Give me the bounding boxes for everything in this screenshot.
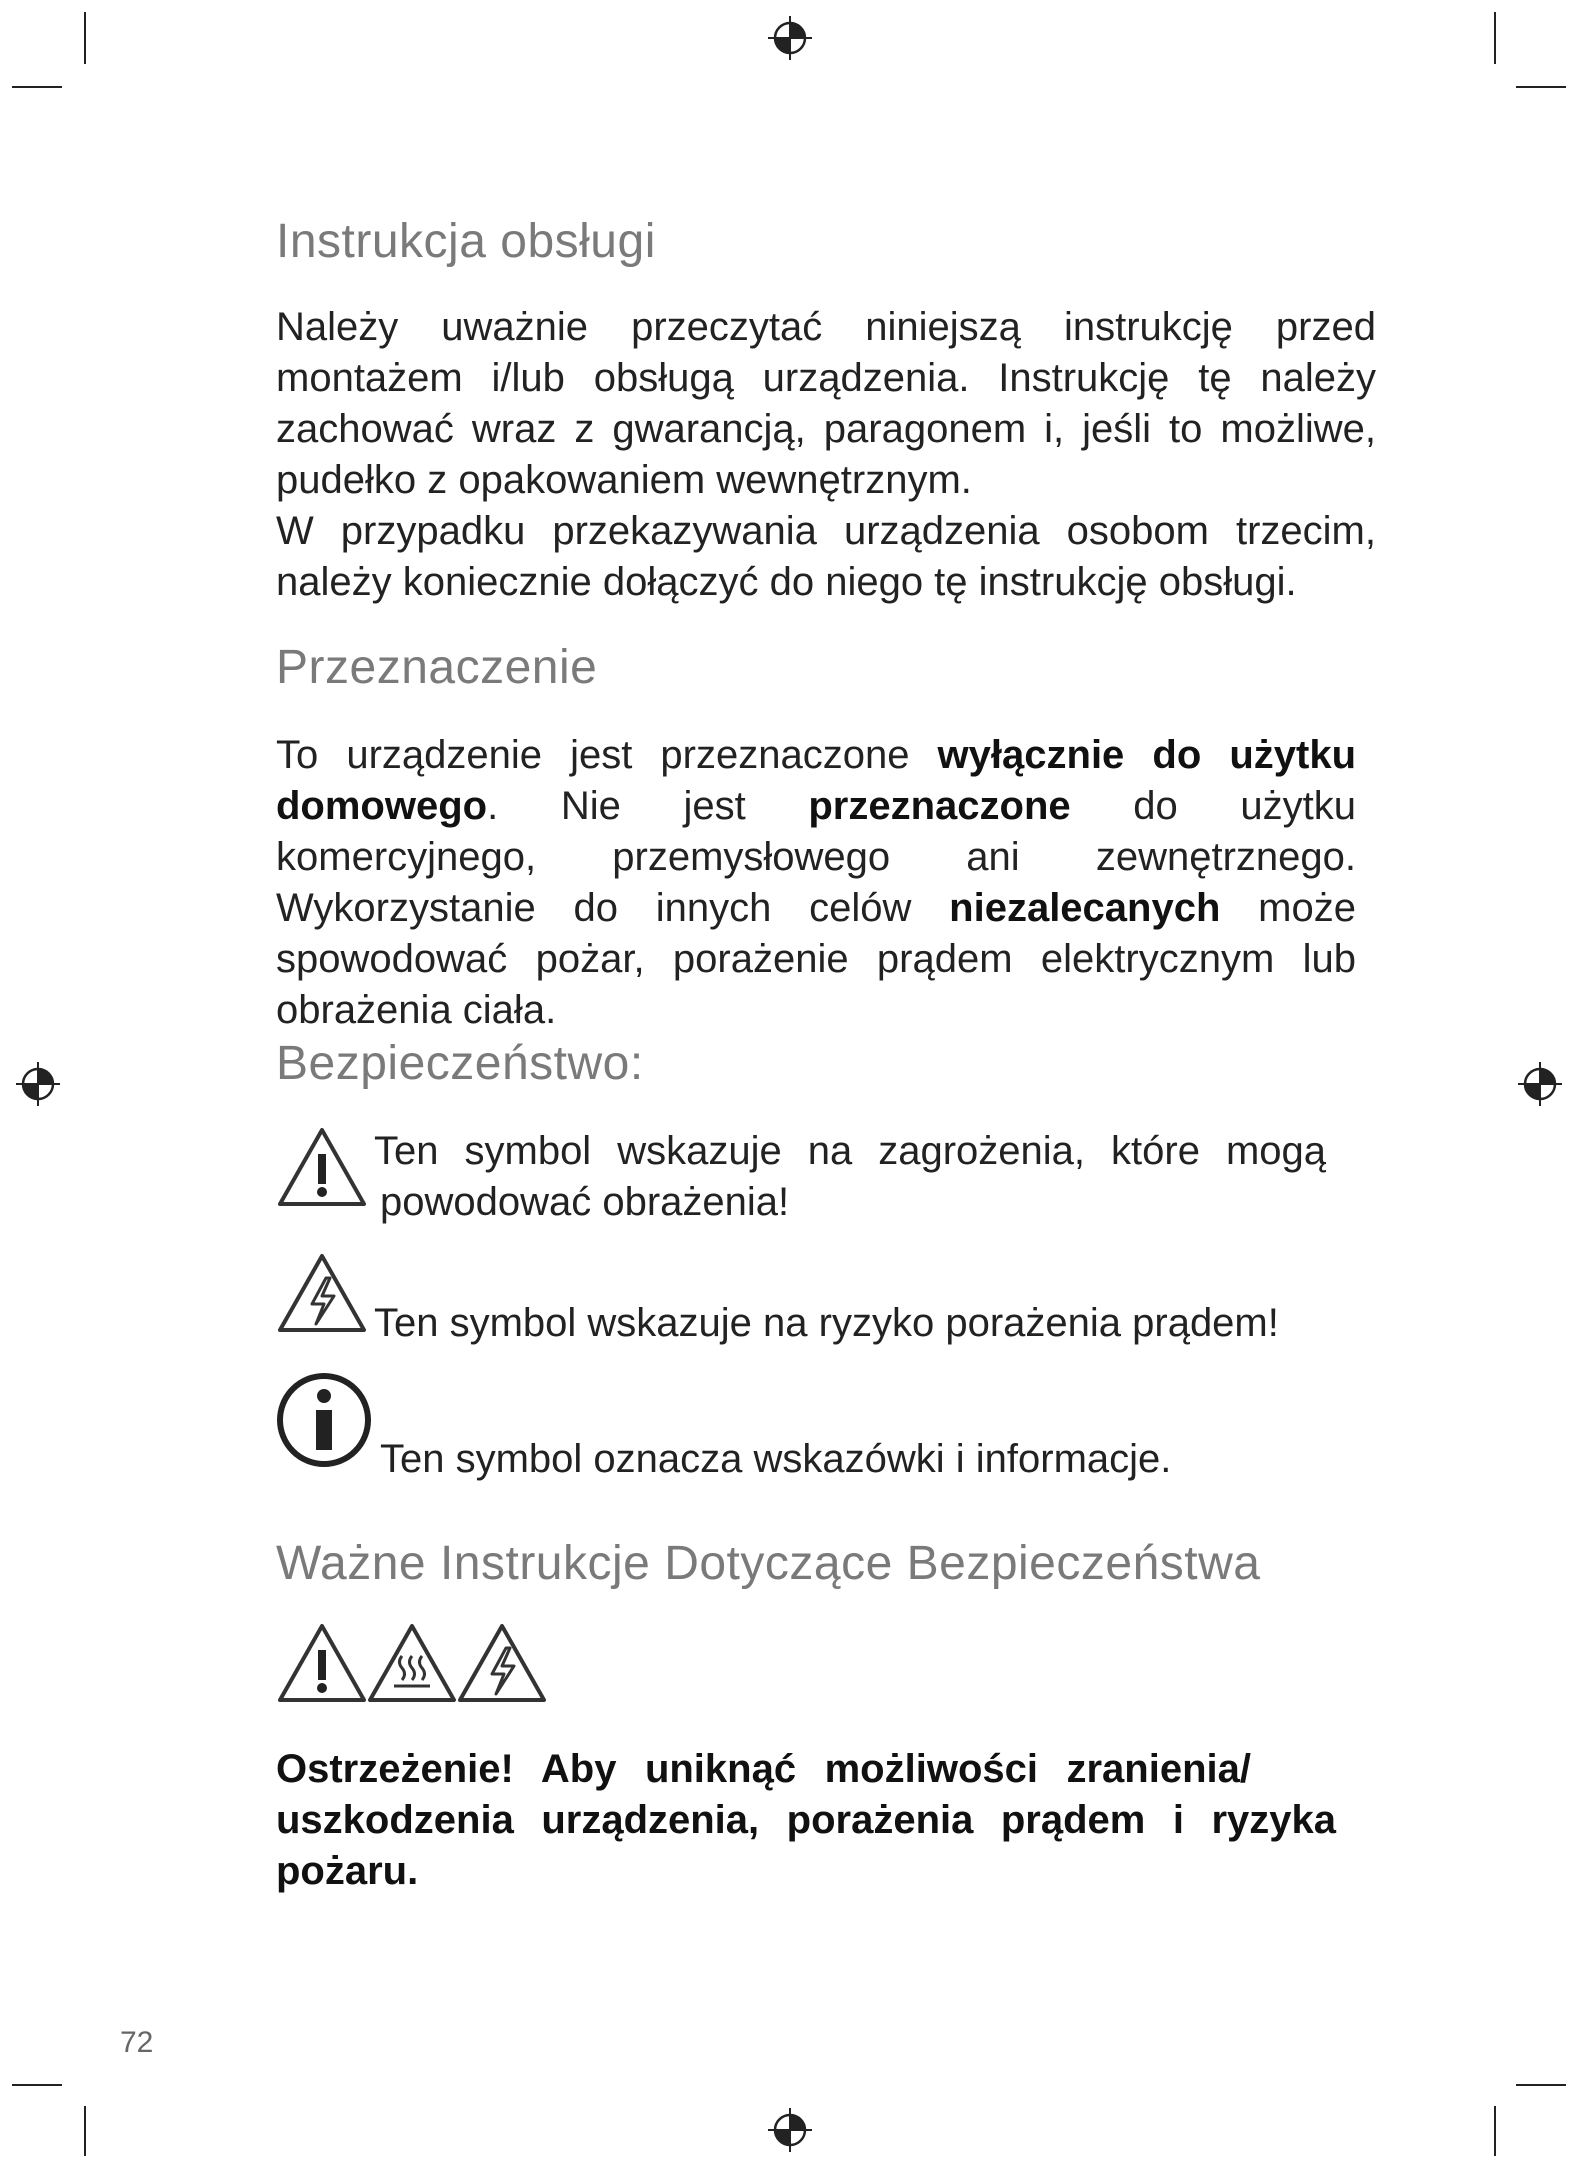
symbol-row bbox=[276, 1252, 1376, 1345]
purpose-emphasis: niezalecanych bbox=[949, 886, 1221, 930]
crop-mark bbox=[1516, 86, 1566, 88]
crop-mark bbox=[12, 86, 62, 88]
heading-instructions: Instrukcja obsługi bbox=[276, 215, 656, 268]
warning-triangle-icon bbox=[276, 1126, 368, 1208]
purpose-text: . Nie jest bbox=[487, 784, 809, 828]
text-line: pudełko z opakowaniem wewnętrznym. bbox=[276, 458, 972, 502]
crop-mark bbox=[1494, 12, 1496, 64]
purpose-emphasis: przeznaczone bbox=[808, 784, 1071, 828]
text-line: zachować wraz z gwarancją, paragonem i, jeśli to możliwe, bbox=[276, 407, 1376, 451]
text-line: Ostrzeżenie! Aby uniknąć możliwości zranienia/ bbox=[276, 1747, 1251, 1791]
symbol-description: Ten symbol oznacza wskazówki i informacje. bbox=[380, 1437, 1172, 1481]
symbol-row bbox=[276, 1372, 1376, 1482]
symbol-description: Ten symbol wskazuje na ryzyko porażenia prądem! bbox=[374, 1301, 1279, 1345]
text-line: montażem i/lub obsługą urządzenia. Instrukcję tę należy bbox=[276, 356, 1376, 400]
purpose-text: do użytku komercyjnego, przemysłowego ani zewnętrznego. Wykorzystanie do innych celów bbox=[276, 784, 1357, 930]
registration-mark-icon bbox=[768, 2108, 812, 2152]
heading-important: Ważne Instrukcje Dotyczące Bezpieczeństwa bbox=[276, 1537, 1261, 1590]
page-number: 72 bbox=[120, 2026, 154, 2059]
crop-mark bbox=[84, 12, 86, 64]
registration-mark-icon bbox=[768, 16, 812, 60]
warning-triangle-icon bbox=[276, 1622, 368, 1704]
text-line: powodować obrażenia! bbox=[380, 1180, 790, 1224]
hot-surface-icon bbox=[366, 1622, 458, 1704]
warning-icons-row bbox=[276, 1622, 556, 1704]
purpose-emphasis: wyłącznie do użytku domowego bbox=[276, 733, 1357, 828]
crop-mark bbox=[1516, 2084, 1566, 2086]
symbol-description bbox=[374, 1126, 1374, 1228]
text-line: Należy uważnie przeczytać niniejszą instrukcję przed bbox=[276, 305, 1376, 349]
heading-purpose: Przeznaczenie bbox=[276, 641, 598, 694]
electric-shock-icon bbox=[456, 1622, 548, 1704]
crop-mark bbox=[84, 2106, 86, 2156]
purpose-text: może spowodować pożar, porażenie prądem elektrycznym lub obrażenia ciała. bbox=[276, 886, 1356, 1032]
electric-shock-icon bbox=[276, 1252, 368, 1334]
heading-safety: Bezpieczeństwo: bbox=[276, 1037, 644, 1090]
warning-paragraph bbox=[276, 1744, 1336, 1897]
symbol-row bbox=[276, 1120, 1376, 1230]
text-line: W przypadku przekazywania urządzenia osobom trzecim, bbox=[276, 509, 1376, 553]
text-line: pożaru. bbox=[276, 1849, 419, 1893]
info-circle-icon bbox=[276, 1372, 372, 1468]
crop-mark bbox=[12, 2084, 62, 2086]
text-line: Ten symbol wskazuje na zagrożenia, które mogą bbox=[374, 1129, 1326, 1173]
purpose-paragraph bbox=[276, 730, 1356, 1036]
registration-mark-icon bbox=[1518, 1062, 1562, 1106]
purpose-text: To urządzenie jest przeznaczone bbox=[276, 733, 938, 777]
registration-mark-icon bbox=[16, 1062, 60, 1106]
crop-mark bbox=[1494, 2106, 1496, 2156]
text-line: należy koniecznie dołączyć do niego tę instrukcję obsługi. bbox=[276, 560, 1297, 604]
text-line: uszkodzenia urządzenia, porażenia prądem i ryzyka bbox=[276, 1798, 1336, 1842]
instructions-paragraph bbox=[276, 302, 1376, 608]
